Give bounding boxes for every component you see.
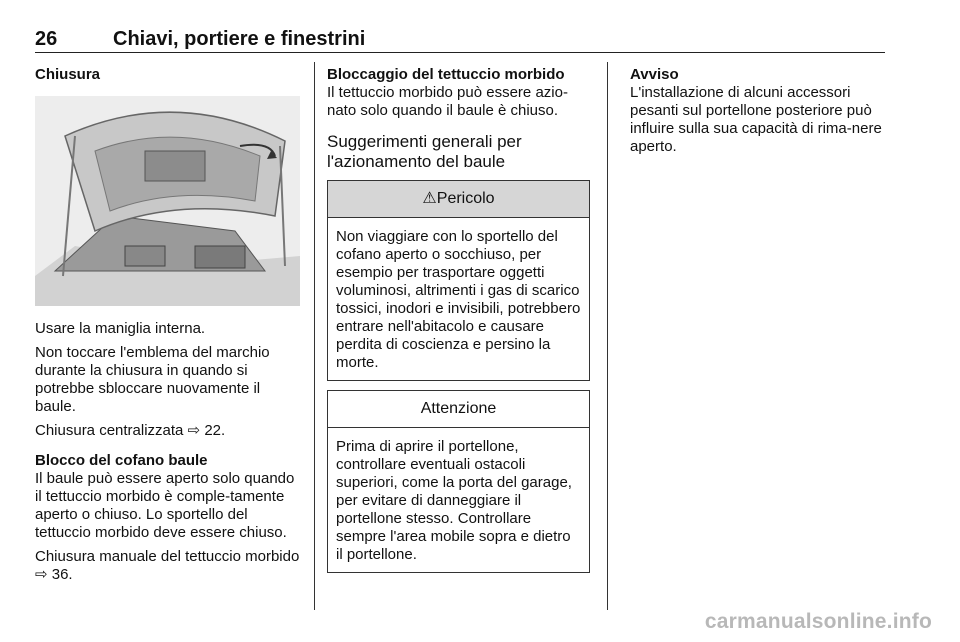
instruction-text-1: Usare la maniglia interna. xyxy=(35,320,206,337)
watermark: carmanualsonline.info xyxy=(704,610,932,633)
subheading-notice: Avviso xyxy=(630,66,679,83)
danger-box-body: Non viaggiare con lo sportello del cofano aperto o socchiuso, per esempio per trasportare oggetti voluminosi, altrimenti i gas di scarico tossici, inodori e invisibili, potrebbero entrare nell'abitacolo e causare perdita di coscienza e persino la morte. xyxy=(336,228,581,371)
page-header xyxy=(35,28,885,53)
caution-box-header: Attenzione xyxy=(328,391,589,428)
caution-box xyxy=(327,390,590,573)
section-heading-chiusura: Chiusura xyxy=(35,66,101,83)
roof-locking-text: Il tettuccio morbido può essere azio-nato solo quando il baule è chiuso. xyxy=(327,84,568,119)
cross-reference-manual-closing: Chiusura manuale del tettuccio morbido ⇨ 36. xyxy=(35,548,300,583)
page-ref-arrow-icon: ⇨ xyxy=(35,566,48,583)
column-right xyxy=(630,66,892,162)
column-divider-2 xyxy=(607,62,608,610)
column-middle xyxy=(327,66,592,573)
caution-box-body: Prima di aprire il portellone, controllare eventuali ostacoli superiori, come la porta del garage, per evitare di danneggiare il portellone stesso. Controllare sempre l'area mobile sopra e dietro il portellone. xyxy=(336,438,572,563)
danger-box xyxy=(327,180,590,381)
column-divider-1 xyxy=(314,62,315,610)
trunk-lid-photo xyxy=(35,96,300,306)
warning-triangle-icon: ⚠ xyxy=(422,190,437,207)
column-left xyxy=(35,66,300,590)
danger-title: Pericolo xyxy=(436,190,495,207)
danger-box-header xyxy=(328,181,589,218)
cross-reference-central-locking: Chiusura centralizzata ⇨ 22. xyxy=(35,422,226,439)
page-number: 26 xyxy=(35,28,58,50)
subheading-roof-locking: Bloccaggio del tettuccio morbido xyxy=(327,66,565,83)
section-title-general-tips: Suggerimenti generali per l'azionamento del baule xyxy=(327,132,522,171)
trunk-lock-text: Il baule può essere aperto solo quando il tettuccio morbido è comple-tamente aperto o chiuso. Lo sportello del tettuccio morbido deve essere chiuso. xyxy=(35,470,295,541)
notice-text: L'installazione di alcuni accessori pesanti sul portellone posteriore può influire sulla sua capacità di rima-nere aperto. xyxy=(630,84,882,155)
instruction-text-2: Non toccare l'emblema del marchio durante la chiusura in quando si potrebbe sbloccare nuovamente il baule. xyxy=(35,344,270,415)
subheading-trunk-lock: Blocco del cofano baule xyxy=(35,452,208,469)
page-ref-arrow-icon: ⇨ xyxy=(187,422,201,439)
chapter-title: Chiavi, portiere e finestrini xyxy=(113,28,366,50)
